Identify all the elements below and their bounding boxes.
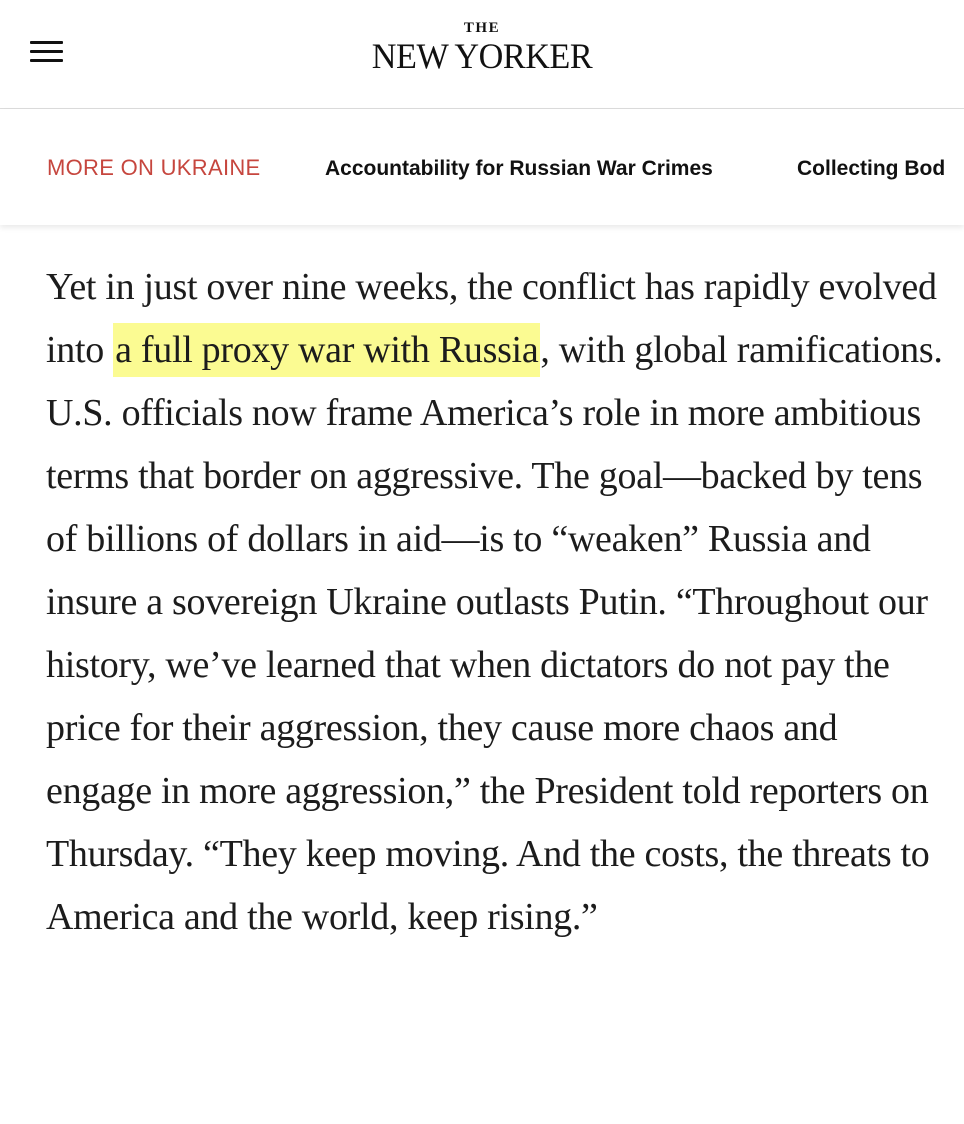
logo-name: NEW YORKER [371, 36, 593, 76]
related-link-collecting[interactable]: Collecting Bod [797, 157, 946, 180]
related-link-war-crimes[interactable]: Accountability for Russian War Crimes [325, 157, 713, 180]
paragraph-text-after: , with global ramifications. U.S. officials now frame America’s role in more ambitious terms that border on aggressive. The goal—backed by tens of billions of dollars in aid—is to “weaken” Russia and insure a sovereign Ukraine outlasts Putin. “Throughout our history, we’ve learned that when dictators do not pay the price for their aggression, they cause more chaos and engage in more aggression,” the President told reporters on Thursday. “They keep moving. And the costs, the threats to America and the world, keep rising.” [46, 329, 943, 938]
logo-the: THE [463, 20, 501, 36]
site-header [0, 0, 964, 109]
site-logo[interactable] [0, 20, 964, 76]
article-body [46, 256, 946, 949]
highlighted-text[interactable]: a full proxy war with Russia [115, 329, 539, 371]
related-nav-label: MORE ON UKRAINE [47, 155, 261, 180]
article-paragraph [46, 256, 946, 949]
related-nav [0, 109, 964, 225]
paragraph-text-before: Yet in just over nine weeks, the conflict has rapidly evolved into [46, 266, 937, 371]
